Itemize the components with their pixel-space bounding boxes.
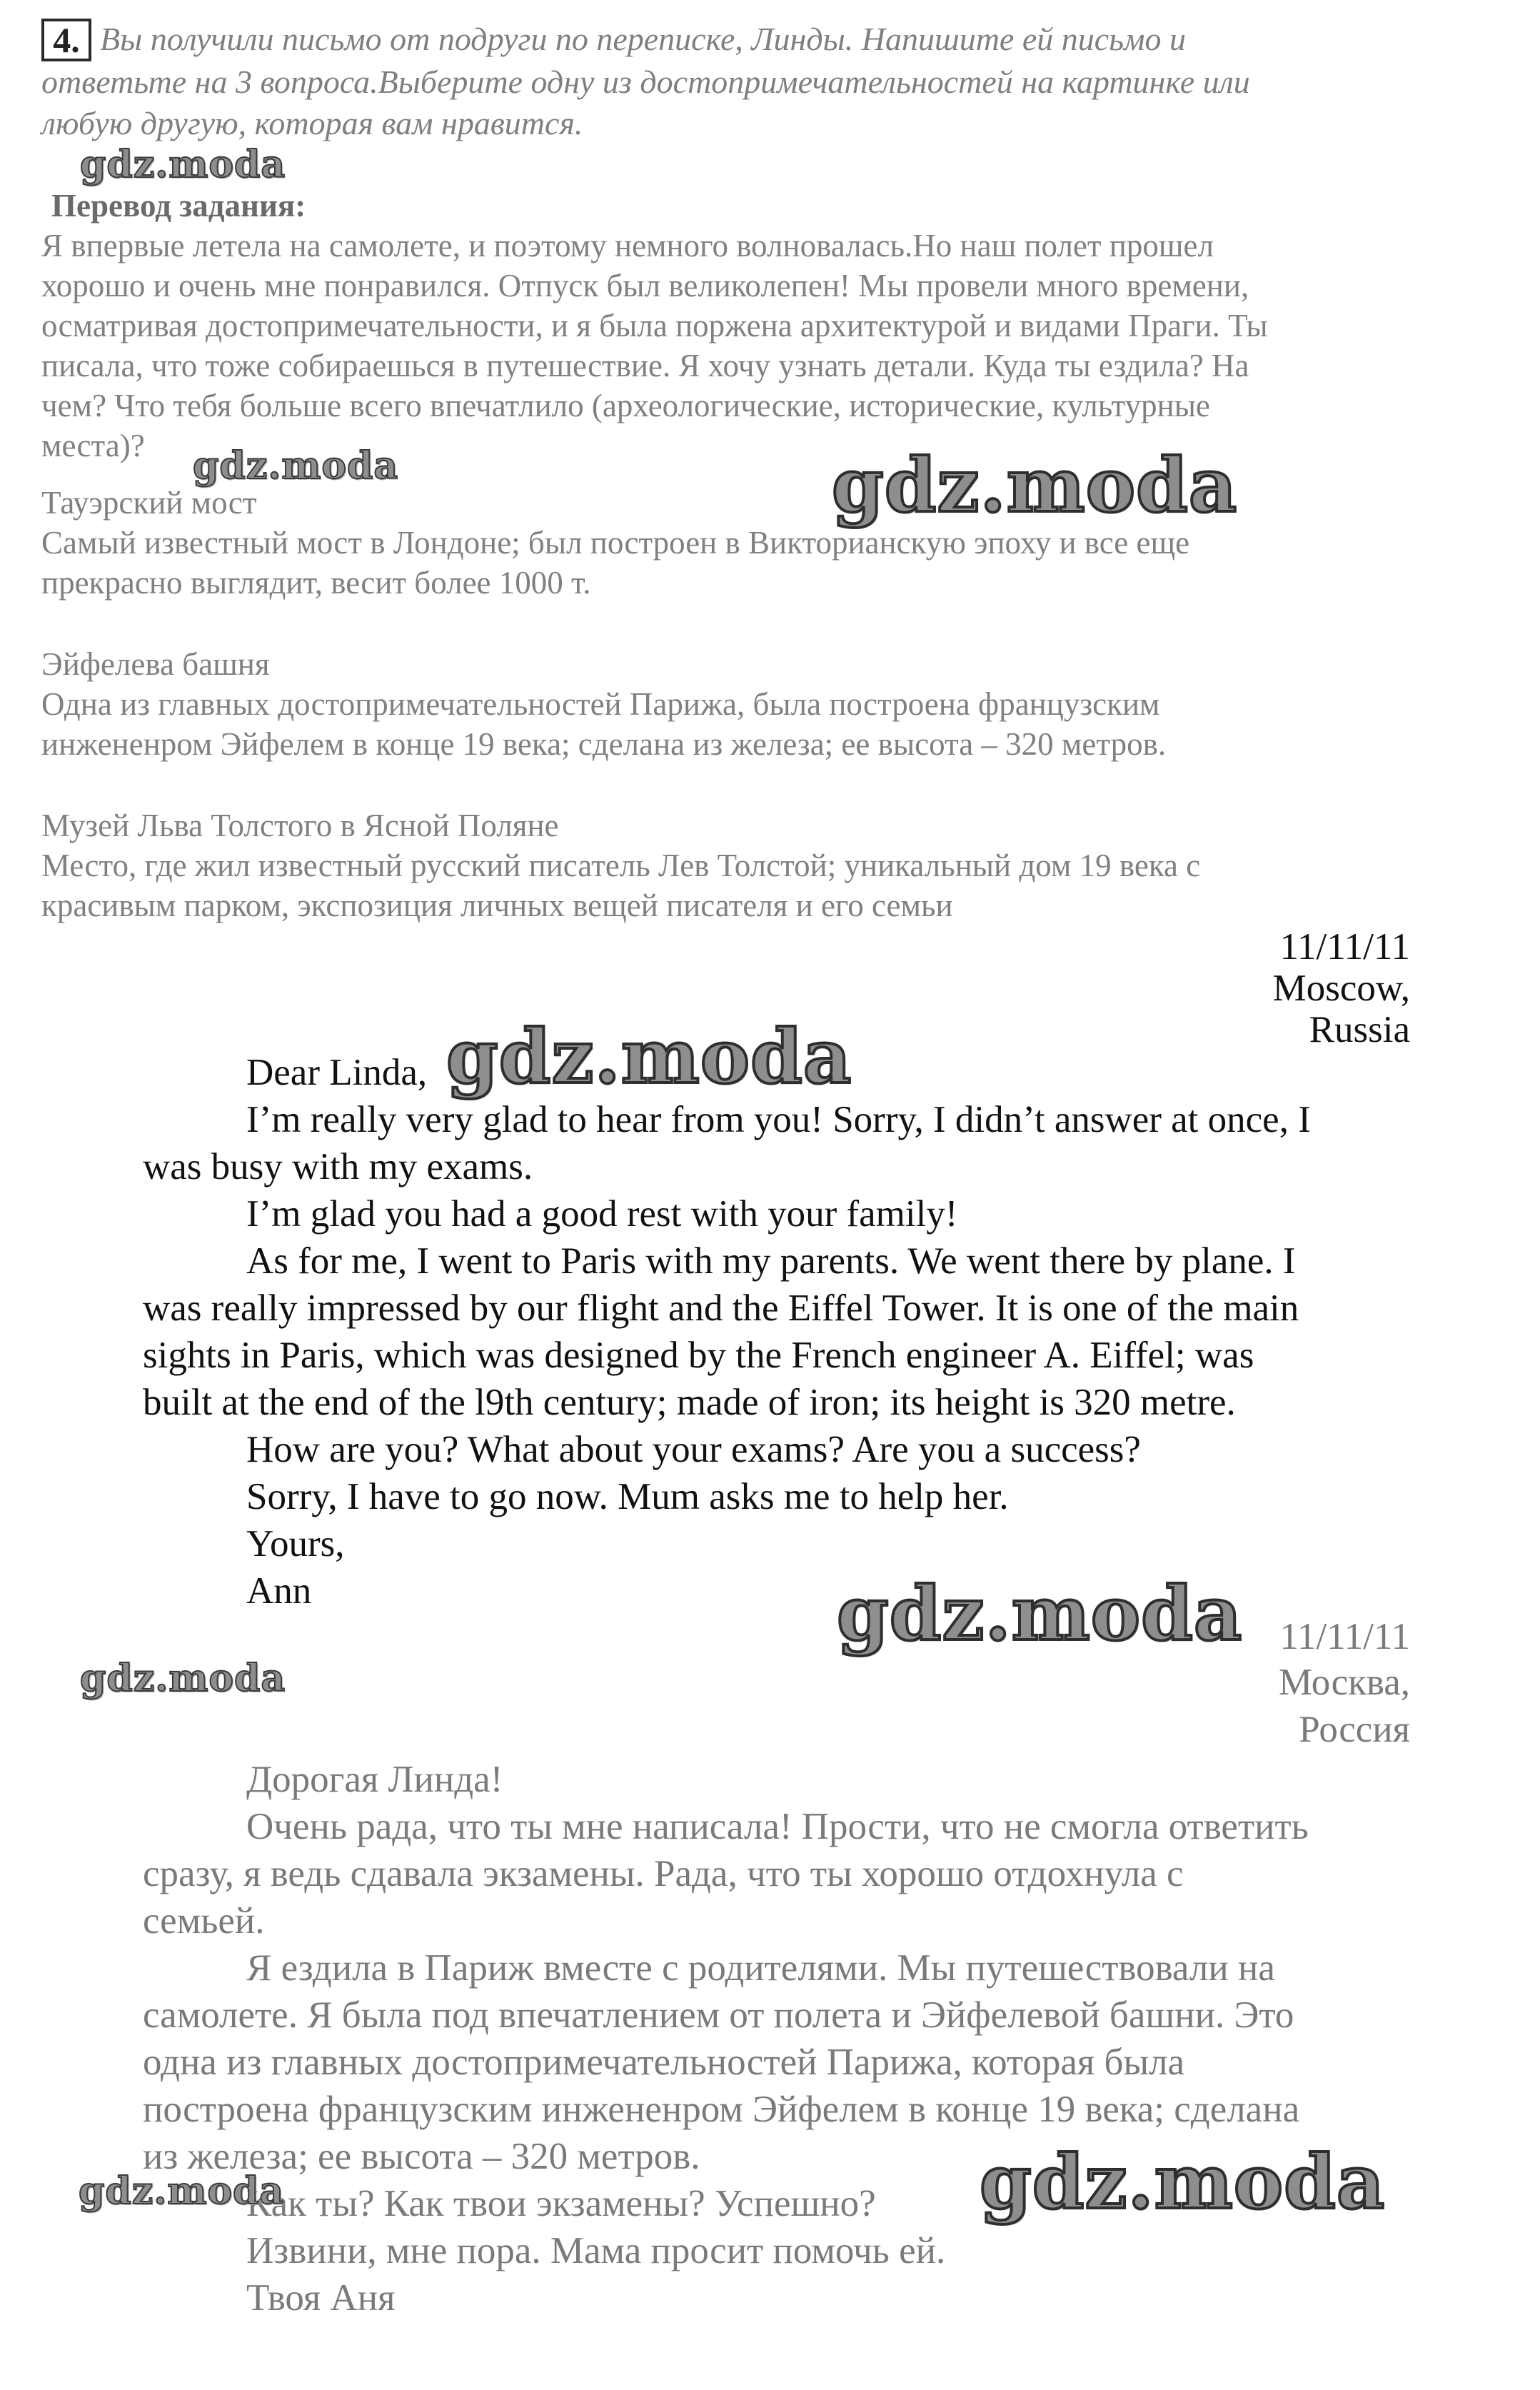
letter-ru-city: Москва, <box>1279 1662 1410 1703</box>
letter-en-line: was really impressed by our flight and the Eiffel Tower. It is one of the main <box>143 1287 1299 1329</box>
watermark: gdz.moda <box>446 1013 852 1100</box>
translation-line-1: Я впервые летела на самолете, и поэтому немного волновалась.Но наш полет прошел <box>41 228 1214 263</box>
task-line-1: Вы получили письмо от подруги по переписке, Линды. Напишите ей письмо и <box>100 21 1186 57</box>
letter-en-line: sights in Paris, which was designed by the French engineer A. Eiffel; was <box>143 1335 1254 1376</box>
letter-ru-line: сразу, я ведь сдавала экзамены. Рада, что ты хорошо отдохнула с <box>143 1853 1184 1894</box>
sight-title-tower-bridge: Тауэрский мост <box>41 485 257 521</box>
letter-en-line: I’m glad you had a good rest with your family! <box>246 1193 958 1235</box>
translation-line-2: хорошо и очень мне понравился. Отпуск был великолепен! Мы провели много времени, <box>41 268 1249 303</box>
letter-en-signature: Ann <box>246 1570 312 1612</box>
letter-en-closing: Yours, <box>246 1523 345 1565</box>
watermark: gdz.moda <box>980 2138 1386 2226</box>
letter-ru-date: 11/11/11 <box>1279 1616 1410 1657</box>
sight-title-tolstoy-museum: Музей Льва Толстого в Ясной Поляне <box>41 808 559 843</box>
letter-ru-line: Как ты? Как твои экзамены? Успешно? <box>246 2183 876 2224</box>
letter-en-greeting: Dear Linda, <box>246 1052 428 1093</box>
task-line-3: любую другую, которая вам нравится. <box>41 105 583 141</box>
letter-en-line: built at the end of the l9th century; made of iron; its height is 320 metre. <box>143 1382 1236 1423</box>
letter-ru-line: из железа; ее высота – 320 метров. <box>143 2136 700 2177</box>
letter-ru-line: построена французским инжененром Эйфелем в конце 19 века; сделана <box>143 2089 1300 2130</box>
letter-ru-line: одна из главных достопримечательностей Парижа, которая была <box>143 2042 1185 2083</box>
watermark: gdz.moda <box>80 143 286 186</box>
sight-line: Место, где жил известный русский писатель Лев Толстой; уникальный дом 19 века с <box>41 848 1201 883</box>
sight-line: прекрасно выглядит, весит более 1000 т. <box>41 565 591 601</box>
watermark: gdz.moda <box>80 1657 286 1700</box>
sight-line: инжененром Эйфелем в конце 19 века; сделана из железа; ее высота – 320 метров. <box>41 726 1167 762</box>
watermark: gdz.moda <box>837 1570 1243 1657</box>
letter-en-line: I’m really very glad to hear from you! Sorry, I didn’t answer at once, I <box>246 1099 1311 1140</box>
sight-line: Одна из главных достопримечательностей Парижа, была построена французским <box>41 686 1160 722</box>
translation-line-6: места)? <box>41 428 145 463</box>
translation-line-5: чем? Что тебя больше всего впечатлило (археологические, исторические, культурные <box>41 388 1210 423</box>
letter-ru-signature: Твоя Аня <box>246 2277 396 2319</box>
letter-en-line: As for me, I went to Paris with my parents. We went there by plane. I <box>246 1240 1296 1282</box>
watermark: gdz.moda <box>832 441 1238 529</box>
letter-ru-line: самолете. Я была под впечатлением от полета и Эйфелевой башни. Это <box>143 1994 1294 2036</box>
letter-ru-line: Очень рада, что ты мне написала! Прости, что не смогла ответить <box>246 1806 1309 1847</box>
letter-ru-line: Я ездила в Париж вместе с родителями. Мы путешествовали на <box>246 1947 1275 1989</box>
sight-line: Самый известный мост в Лондоне; был построен в Викторианскую эпоху и все еще <box>41 525 1190 561</box>
translation-line-4: писала, что тоже собираешься в путешествие. Я хочу узнать детали. Куда ты ездила? На <box>41 348 1249 383</box>
translation-line-3: осматривая достопримечательности, и я была поржена архитектурой и видами Праги. Ты <box>41 308 1268 343</box>
letter-ru-country: Россия <box>1299 1709 1410 1750</box>
task-line-2: ответьте на 3 вопроса.Выберите одну из достопримечательностей на картинке или <box>41 64 1250 100</box>
letter-en-date: 11/11/11 <box>1279 926 1410 968</box>
letter-en-line: Sorry, I have to go now. Mum asks me to help her. <box>246 1476 1009 1517</box>
letter-en-country: Russia <box>1309 1009 1410 1050</box>
letter-en-line: was busy with my exams. <box>143 1146 533 1188</box>
sight-title-eiffel-tower: Эйфелева башня <box>41 646 270 682</box>
watermark: gdz.moda <box>193 444 399 488</box>
sight-line: красивым парком, экспозиция личных вещей писателя и его семьи <box>41 888 953 923</box>
letter-ru-greeting: Дорогая Линда! <box>246 1759 503 1800</box>
letter-en-city: Moscow, <box>1272 968 1410 1009</box>
letter-ru-line: семьей. <box>143 1900 265 1942</box>
translation-heading: Перевод задания: <box>51 188 306 224</box>
letter-ru-line: Извини, мне пора. Мама просит помочь ей. <box>246 2230 946 2271</box>
letter-en-line: How are you? What about your exams? Are you a success? <box>246 1429 1141 1470</box>
watermark: gdz.moda <box>79 2169 285 2213</box>
task-number: 4. <box>41 19 91 61</box>
